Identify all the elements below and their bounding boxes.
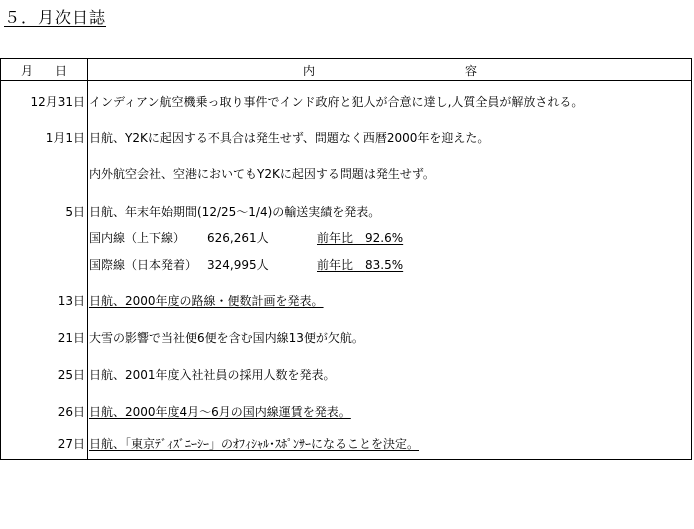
row-text: 日航、2001年度入社社員の採用人数を発表。	[89, 368, 336, 382]
table-row	[1, 201, 691, 223]
table-row	[1, 364, 691, 386]
table-row	[1, 163, 691, 185]
passenger-count: 324,995人	[207, 258, 269, 272]
table-row	[1, 433, 691, 455]
route-label: 国際線（日本発着）	[89, 258, 198, 272]
table-header-row	[1, 59, 691, 81]
table-row	[1, 127, 691, 149]
domestic-detail	[89, 227, 403, 249]
table-row	[1, 401, 691, 423]
header-date: 月日	[21, 64, 90, 78]
monthly-log-table	[0, 58, 692, 460]
row-text: インディアン航空機乗っ取り事件でインド政府と犯人が合意に達し,人質全員が解放される。	[89, 95, 584, 109]
ratio-label: 前年比	[317, 258, 354, 272]
table-row	[1, 290, 691, 312]
row-date: 1月1日	[45, 131, 85, 145]
table-row-subdetail	[1, 254, 691, 276]
row-date: 13日	[57, 294, 85, 308]
ratio-label: 前年比	[317, 231, 354, 245]
table-row-subdetail	[1, 227, 691, 249]
row-text: 日航、年末年始期間(12/25～1/4)の輸送実績を発表。	[89, 205, 381, 219]
row-text: 内外航空会社、空港においてもY2Kに起因する問題は発生せず。	[89, 167, 435, 181]
header-content: 内容	[303, 64, 628, 78]
table-row	[1, 327, 691, 349]
row-date: 25日	[57, 368, 85, 382]
international-detail	[89, 254, 403, 276]
row-date: 12月31日	[30, 95, 85, 109]
row-text: 日航、2000年度4月～6月の国内線運賃を発表。	[89, 405, 351, 419]
row-date: 26日	[57, 405, 85, 419]
row-date: 27日	[57, 437, 85, 451]
ratio-value: 92.6%	[365, 231, 404, 245]
row-date: 5日	[65, 205, 85, 219]
row-text: 大雪の影響で当社便6便を含む国内線13便が欠航。	[89, 331, 364, 345]
row-text: 日航、Y2Kに起因する不具合は発生せず、問題なく西暦2000年を迎えた。	[89, 131, 490, 145]
table-row	[1, 91, 691, 113]
row-text: 日航、「東京ﾃﾞｨｽﾞﾆｰｼｰ」のｵﾌｨｼｬﾙ･ｽﾎﾟﾝｻｰになることを決定。	[89, 437, 420, 451]
row-text: 日航、2000年度の路線・便数計画を発表。	[89, 294, 324, 308]
row-date: 21日	[57, 331, 85, 345]
section-title: ５．月次日誌	[4, 8, 107, 27]
passenger-count: 626,261人	[207, 231, 269, 245]
ratio-value: 83.5%	[365, 258, 404, 272]
route-label: 国内線（上下線）	[89, 231, 186, 245]
